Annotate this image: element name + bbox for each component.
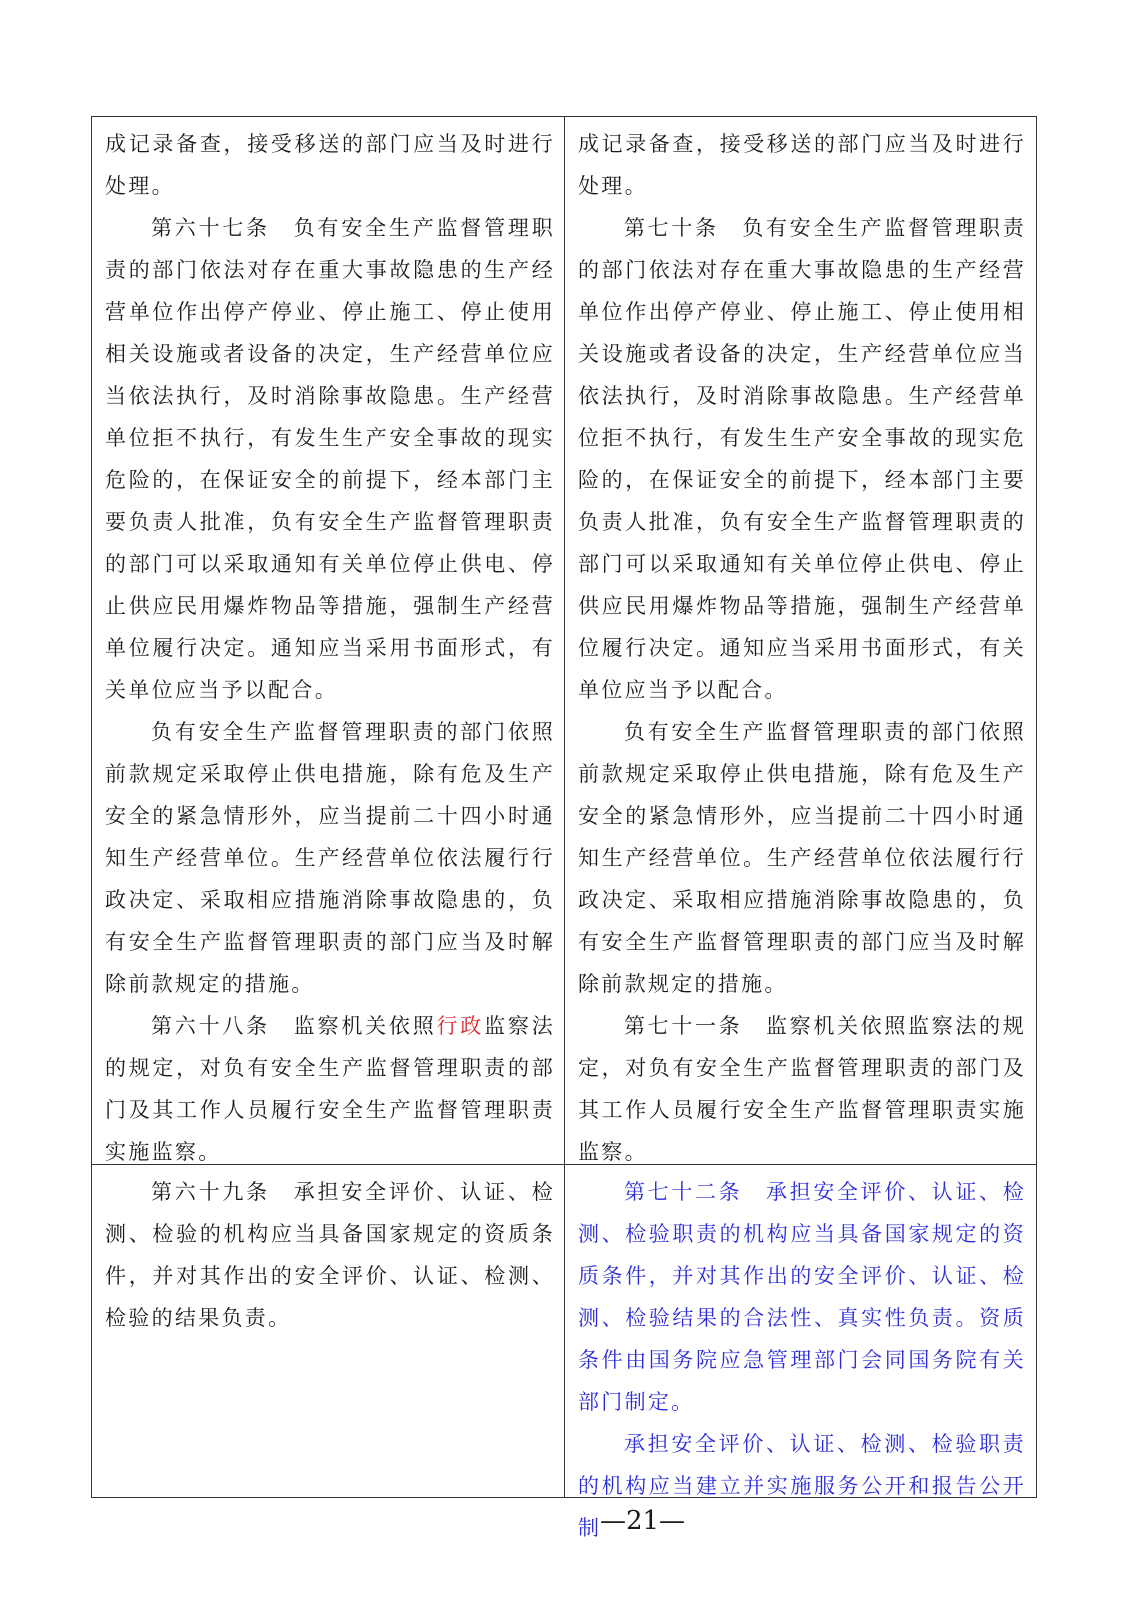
old-article-68-text-a: 第六十八条 监察机关依照 — [151, 1014, 437, 1038]
old-article-67: 第六十七条 负有安全生产监督管理职责的部门依法对存在重大事故隐患的生产经营单位作出停产停业、停止施工、停止使用相关设施或者设备的决定，生产经营单位应当依法执行，及时消除事故隐患。生产经营单位拒不执行，有发生生产安全事故的现实危险的，在保证安全的前提下，经本部门主要负责人批准，负有安全生产监督管理职责的部门可以采取通知有关单位停止供电、停止供应民用爆炸物品等措施，强制生产经营单位履行决定。通知应当采用书面形式，有关单位应当予以配合。 — [105, 216, 555, 702]
new-article-72-para-2: 承担安全评价、认证、检测、检验职责的机构应当建立并实施服务公开和报告公开制 — [578, 1432, 1026, 1540]
old-article-67-para-2: 负有安全生产监督管理职责的部门依照前款规定采取停止供电措施，除有危及生产安全的紧急情形外，应当提前二十四小时通知生产经营单位。生产经营单位依法履行行政决定、采取相应措施消除事故隐患的，负有安全生产监督管理职责的部门应当及时解除前款规定的措施。 — [105, 720, 555, 996]
new-article-72: 第七十二条 承担安全评价、认证、检测、检验职责的机构应当具备国家规定的资质条件，并对其作出的安全评价、认证、检测、检验结果的合法性、真实性负责。资质条件由国务院应急管理部门会同国务院有关部门制定。 — [578, 1180, 1026, 1414]
old-article-68-text-b: 监察法的规定，对负有安全生产监督管理职责的部门及其工作人员履行安全生产监督管理职责实施监察。 — [105, 1014, 555, 1164]
new-article-71: 第七十一条 监察机关依照监察法的规定，对负有安全生产监督管理职责的部门及其工作人员履行安全生产监督管理职责实施监察。 — [578, 1014, 1026, 1164]
deleted-word-highlight: 行政 — [436, 1014, 485, 1038]
old-paragraph-continuation: 成记录备查，接受移送的部门应当及时进行处理。 — [105, 132, 555, 198]
old-article-68 — [105, 1005, 555, 1173]
new-text-cell-lower — [578, 1171, 1026, 1549]
new-article-70-para-2: 负有安全生产监督管理职责的部门依照前款规定采取停止供电措施，除有危及生产安全的紧急情形外，应当提前二十四小时通知生产经营单位。生产经营单位依法履行行政决定、采取相应措施消除事故隐患的，负有安全生产监督管理职责的部门应当及时解除前款规定的措施。 — [578, 720, 1026, 996]
column-divider — [564, 117, 565, 1497]
old-text-cell-lower — [105, 1171, 555, 1339]
new-text-cell-upper — [578, 123, 1026, 1173]
new-paragraph-continuation: 成记录备查，接受移送的部门应当及时进行处理。 — [578, 132, 1026, 198]
old-article-69: 第六十九条 承担安全评价、认证、检测、检验的机构应当具备国家规定的资质条件，并对其作出的安全评价、认证、检测、检验的结果负责。 — [105, 1180, 555, 1330]
new-article-70: 第七十条 负有安全生产监督管理职责的部门依法对存在重大事故隐患的生产经营单位作出停产停业、停止施工、停止使用相关设施或者设备的决定，生产经营单位应当依法执行，及时消除事故隐患。生产经营单位拒不执行，有发生生产安全事故的现实危险的，在保证安全的前提下，经本部门主要负责人批准，负有安全生产监督管理职责的部门可以采取通知有关单位停止供电、停止供应民用爆炸物品等措施，强制生产经营单位履行决定。通知应当采用书面形式，有关单位应当予以配合。 — [578, 216, 1026, 702]
page-number: —21— — [599, 1506, 686, 1536]
old-text-cell-upper — [105, 123, 555, 1173]
